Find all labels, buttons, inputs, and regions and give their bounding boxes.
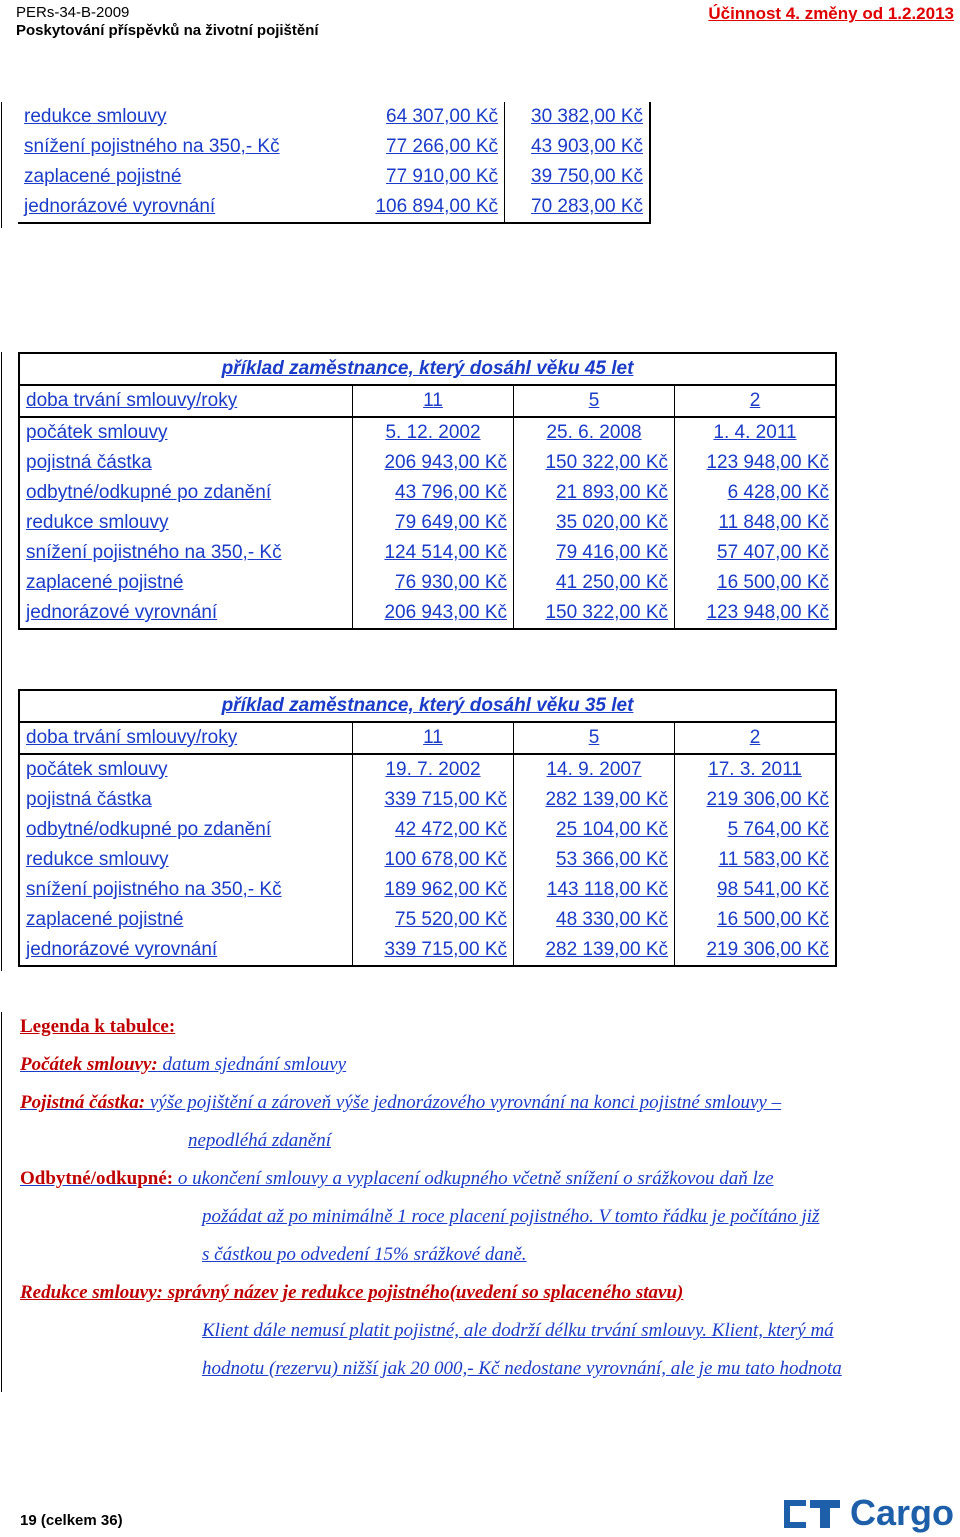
- row-label: pojistná částka: [19, 448, 353, 478]
- table-title: příklad zaměstnance, který dosáhl věku 45 let: [19, 353, 836, 385]
- cell-value: 42 472,00 Kč: [353, 815, 514, 845]
- cell-value: 123 948,00 Kč: [675, 448, 837, 478]
- row-label: snížení pojistného na 350,- Kč: [19, 875, 353, 905]
- table-row: [19, 754, 836, 785]
- table-row: [19, 385, 836, 417]
- row-label: redukce smlouvy: [19, 845, 353, 875]
- change-bar: [1, 689, 2, 971]
- table-row: [19, 785, 836, 815]
- cell-value: 189 962,00 Kč: [353, 875, 514, 905]
- row-label: odbytné/odkupné po zdanění: [19, 478, 353, 508]
- change-bar: [1, 102, 2, 228]
- table-row: [19, 905, 836, 935]
- cell-value: 206 943,00 Kč: [353, 598, 514, 629]
- legend-definition-cont: s částkou po odvedení 15% srážkové daně.: [202, 1244, 527, 1265]
- row-label: jednorázové vyrovnání: [19, 935, 353, 966]
- cell-value: 14. 9. 2007: [514, 754, 675, 785]
- legend-definition: datum sjednání smlouvy: [162, 1054, 347, 1075]
- cell-value: 2: [675, 722, 837, 754]
- cell-value: 5 764,00 Kč: [675, 815, 837, 845]
- cell-value: 206 943,00 Kč: [353, 448, 514, 478]
- cell-value: 77 910,00 Kč: [348, 162, 505, 192]
- cell-value: 64 307,00 Kč: [348, 102, 505, 132]
- row-label: redukce smlouvy: [19, 508, 353, 538]
- row-label: počátek smlouvy: [19, 754, 353, 785]
- table-row: [19, 815, 836, 845]
- legend-item-sum: [20, 1092, 781, 1114]
- table-title: příklad zaměstnance, který dosáhl věku 35 let: [19, 690, 836, 722]
- cell-value: 150 322,00 Kč: [514, 448, 675, 478]
- effective-date: Účinnost 4. změny od 1.2.2013: [708, 4, 954, 23]
- cell-value: 79 649,00 Kč: [353, 508, 514, 538]
- row-label: počátek smlouvy: [19, 417, 353, 448]
- cell-value: 43 903,00 Kč: [505, 132, 651, 162]
- cell-value: 76 930,00 Kč: [353, 568, 514, 598]
- cell-value: 53 366,00 Kč: [514, 845, 675, 875]
- row-label: redukce smlouvy: [24, 106, 167, 127]
- example-table-age-45: [18, 352, 837, 630]
- table-row: [19, 722, 836, 754]
- cell-value: 11: [353, 722, 514, 754]
- cell-value: 43 796,00 Kč: [353, 478, 514, 508]
- cell-value: 5: [514, 385, 675, 417]
- cell-value: 11 848,00 Kč: [675, 508, 837, 538]
- cell-value: 219 306,00 Kč: [675, 785, 837, 815]
- cell-value: 48 330,00 Kč: [514, 905, 675, 935]
- cell-value: 19. 7. 2002: [353, 754, 514, 785]
- table-row: [19, 448, 836, 478]
- table-row: [19, 845, 836, 875]
- cell-value: 17. 3. 2011: [675, 754, 837, 785]
- cell-value: 41 250,00 Kč: [514, 568, 675, 598]
- legend-definition-cont: požádat až po minimálně 1 roce placení pojistného. V tomto řádku je počítáno již: [202, 1206, 820, 1227]
- legend-item-start: [20, 1054, 346, 1076]
- cell-value: 143 118,00 Kč: [514, 875, 675, 905]
- cell-value: 11: [353, 385, 514, 417]
- cell-value: 16 500,00 Kč: [675, 905, 837, 935]
- document-id: PERs-34-B-2009: [16, 4, 130, 21]
- cell-value: 70 283,00 Kč: [505, 192, 651, 223]
- cell-value: 75 520,00 Kč: [353, 905, 514, 935]
- cell-value: 30 382,00 Kč: [505, 102, 651, 132]
- row-label: jednorázové vyrovnání: [19, 598, 353, 629]
- example-table-age-35: [18, 689, 837, 967]
- legend-heading: Legenda k tabulce:: [20, 1016, 176, 1037]
- legend-term: Pojistná částka:: [20, 1092, 146, 1113]
- legend-definition: výše pojištění a zároveň výše jednorázového vyrovnání na konci pojistné smlouvy –: [149, 1092, 782, 1113]
- cell-value: 339 715,00 Kč: [353, 785, 514, 815]
- row-label: zaplacené pojistné: [19, 568, 353, 598]
- cell-value: 25. 6. 2008: [514, 417, 675, 448]
- cell-value: 150 322,00 Kč: [514, 598, 675, 629]
- table-row: [19, 417, 836, 448]
- table-row: [19, 478, 836, 508]
- change-bar: [1, 352, 2, 692]
- cell-value: 339 715,00 Kč: [353, 935, 514, 966]
- row-label: snížení pojistného na 350,- Kč: [24, 136, 280, 157]
- cell-value: 35 020,00 Kč: [514, 508, 675, 538]
- row-label: zaplacené pojistné: [19, 905, 353, 935]
- cell-value: 124 514,00 Kč: [353, 538, 514, 568]
- row-label: doba trvání smlouvy/roky: [19, 722, 353, 754]
- cell-value: 282 139,00 Kč: [514, 935, 675, 966]
- row-label: jednorázové vyrovnání: [18, 192, 348, 223]
- table-row: [19, 875, 836, 905]
- cell-value: 11 583,00 Kč: [675, 845, 837, 875]
- table-row: [19, 568, 836, 598]
- table-row: [18, 132, 650, 162]
- table-row: [19, 538, 836, 568]
- cargo-logo-text: Cargo: [849, 1492, 954, 1533]
- cell-value: 6 428,00 Kč: [675, 478, 837, 508]
- table-title-row: [19, 353, 836, 385]
- cell-value: 79 416,00 Kč: [514, 538, 675, 568]
- cell-value: 57 407,00 Kč: [675, 538, 837, 568]
- legend-definition-cont: hodnotu (rezervu) nižší jak 20 000,- Kč nedostane vyrovnání, ale je mu tato hodnota: [202, 1358, 842, 1379]
- cell-value: 5. 12. 2002: [353, 417, 514, 448]
- legend-definition-cont: Klient dále nemusí platit pojistné, ale dodrží délku trvání smlouvy. Klient, který má: [202, 1320, 834, 1341]
- table-row: [18, 162, 650, 192]
- row-label: odbytné/odkupné po zdanění: [19, 815, 353, 845]
- cell-value: 100 678,00 Kč: [353, 845, 514, 875]
- document-title: Poskytování příspěvků na životní pojištění: [16, 22, 319, 39]
- cell-value: 5: [514, 722, 675, 754]
- cell-value: 39 750,00 Kč: [505, 162, 651, 192]
- legend-item-surrender: [20, 1168, 774, 1190]
- cell-value: 106 894,00 Kč: [348, 192, 505, 223]
- legend-term: Počátek smlouvy:: [20, 1054, 158, 1075]
- cell-value: 98 541,00 Kč: [675, 875, 837, 905]
- legend-term: Odbytné/odkupné:: [20, 1168, 174, 1189]
- table-row: [18, 102, 650, 132]
- table-row: [19, 508, 836, 538]
- cell-value: 123 948,00 Kč: [675, 598, 837, 629]
- page-number: 19 (celkem 36): [20, 1512, 123, 1529]
- cargo-logo-mark-icon: [784, 1494, 844, 1532]
- cell-value: 77 266,00 Kč: [348, 132, 505, 162]
- cell-value: 16 500,00 Kč: [675, 568, 837, 598]
- continuation-table: [18, 102, 651, 224]
- table-title-row: [19, 690, 836, 722]
- cell-value: 219 306,00 Kč: [675, 935, 837, 966]
- table-row: [19, 598, 836, 629]
- cell-value: 1. 4. 2011: [675, 417, 837, 448]
- cargo-logo: [784, 1494, 954, 1532]
- document-header: [16, 4, 319, 40]
- row-label: doba trvání smlouvy/roky: [19, 385, 353, 417]
- table-row: [18, 192, 650, 223]
- cell-value: 2: [675, 385, 837, 417]
- cell-value: 282 139,00 Kč: [514, 785, 675, 815]
- row-label: snížení pojistného na 350,- Kč: [19, 538, 353, 568]
- table-row: [19, 935, 836, 966]
- legend-item-reduction: Redukce smlouvy: správný název je redukce pojistného(uvedení so splaceného stavu): [20, 1282, 684, 1303]
- change-bar: [1, 1012, 2, 1392]
- cell-value: 21 893,00 Kč: [514, 478, 675, 508]
- cell-value: 25 104,00 Kč: [514, 815, 675, 845]
- legend-definition-cont: nepodléhá zdanění: [188, 1130, 332, 1151]
- row-label: zaplacené pojistné: [24, 166, 182, 187]
- row-label: pojistná částka: [19, 785, 353, 815]
- legend-definition: o ukončení smlouvy a vyplacení odkupného včetně snížení o srážkovou daň lze: [177, 1168, 774, 1189]
